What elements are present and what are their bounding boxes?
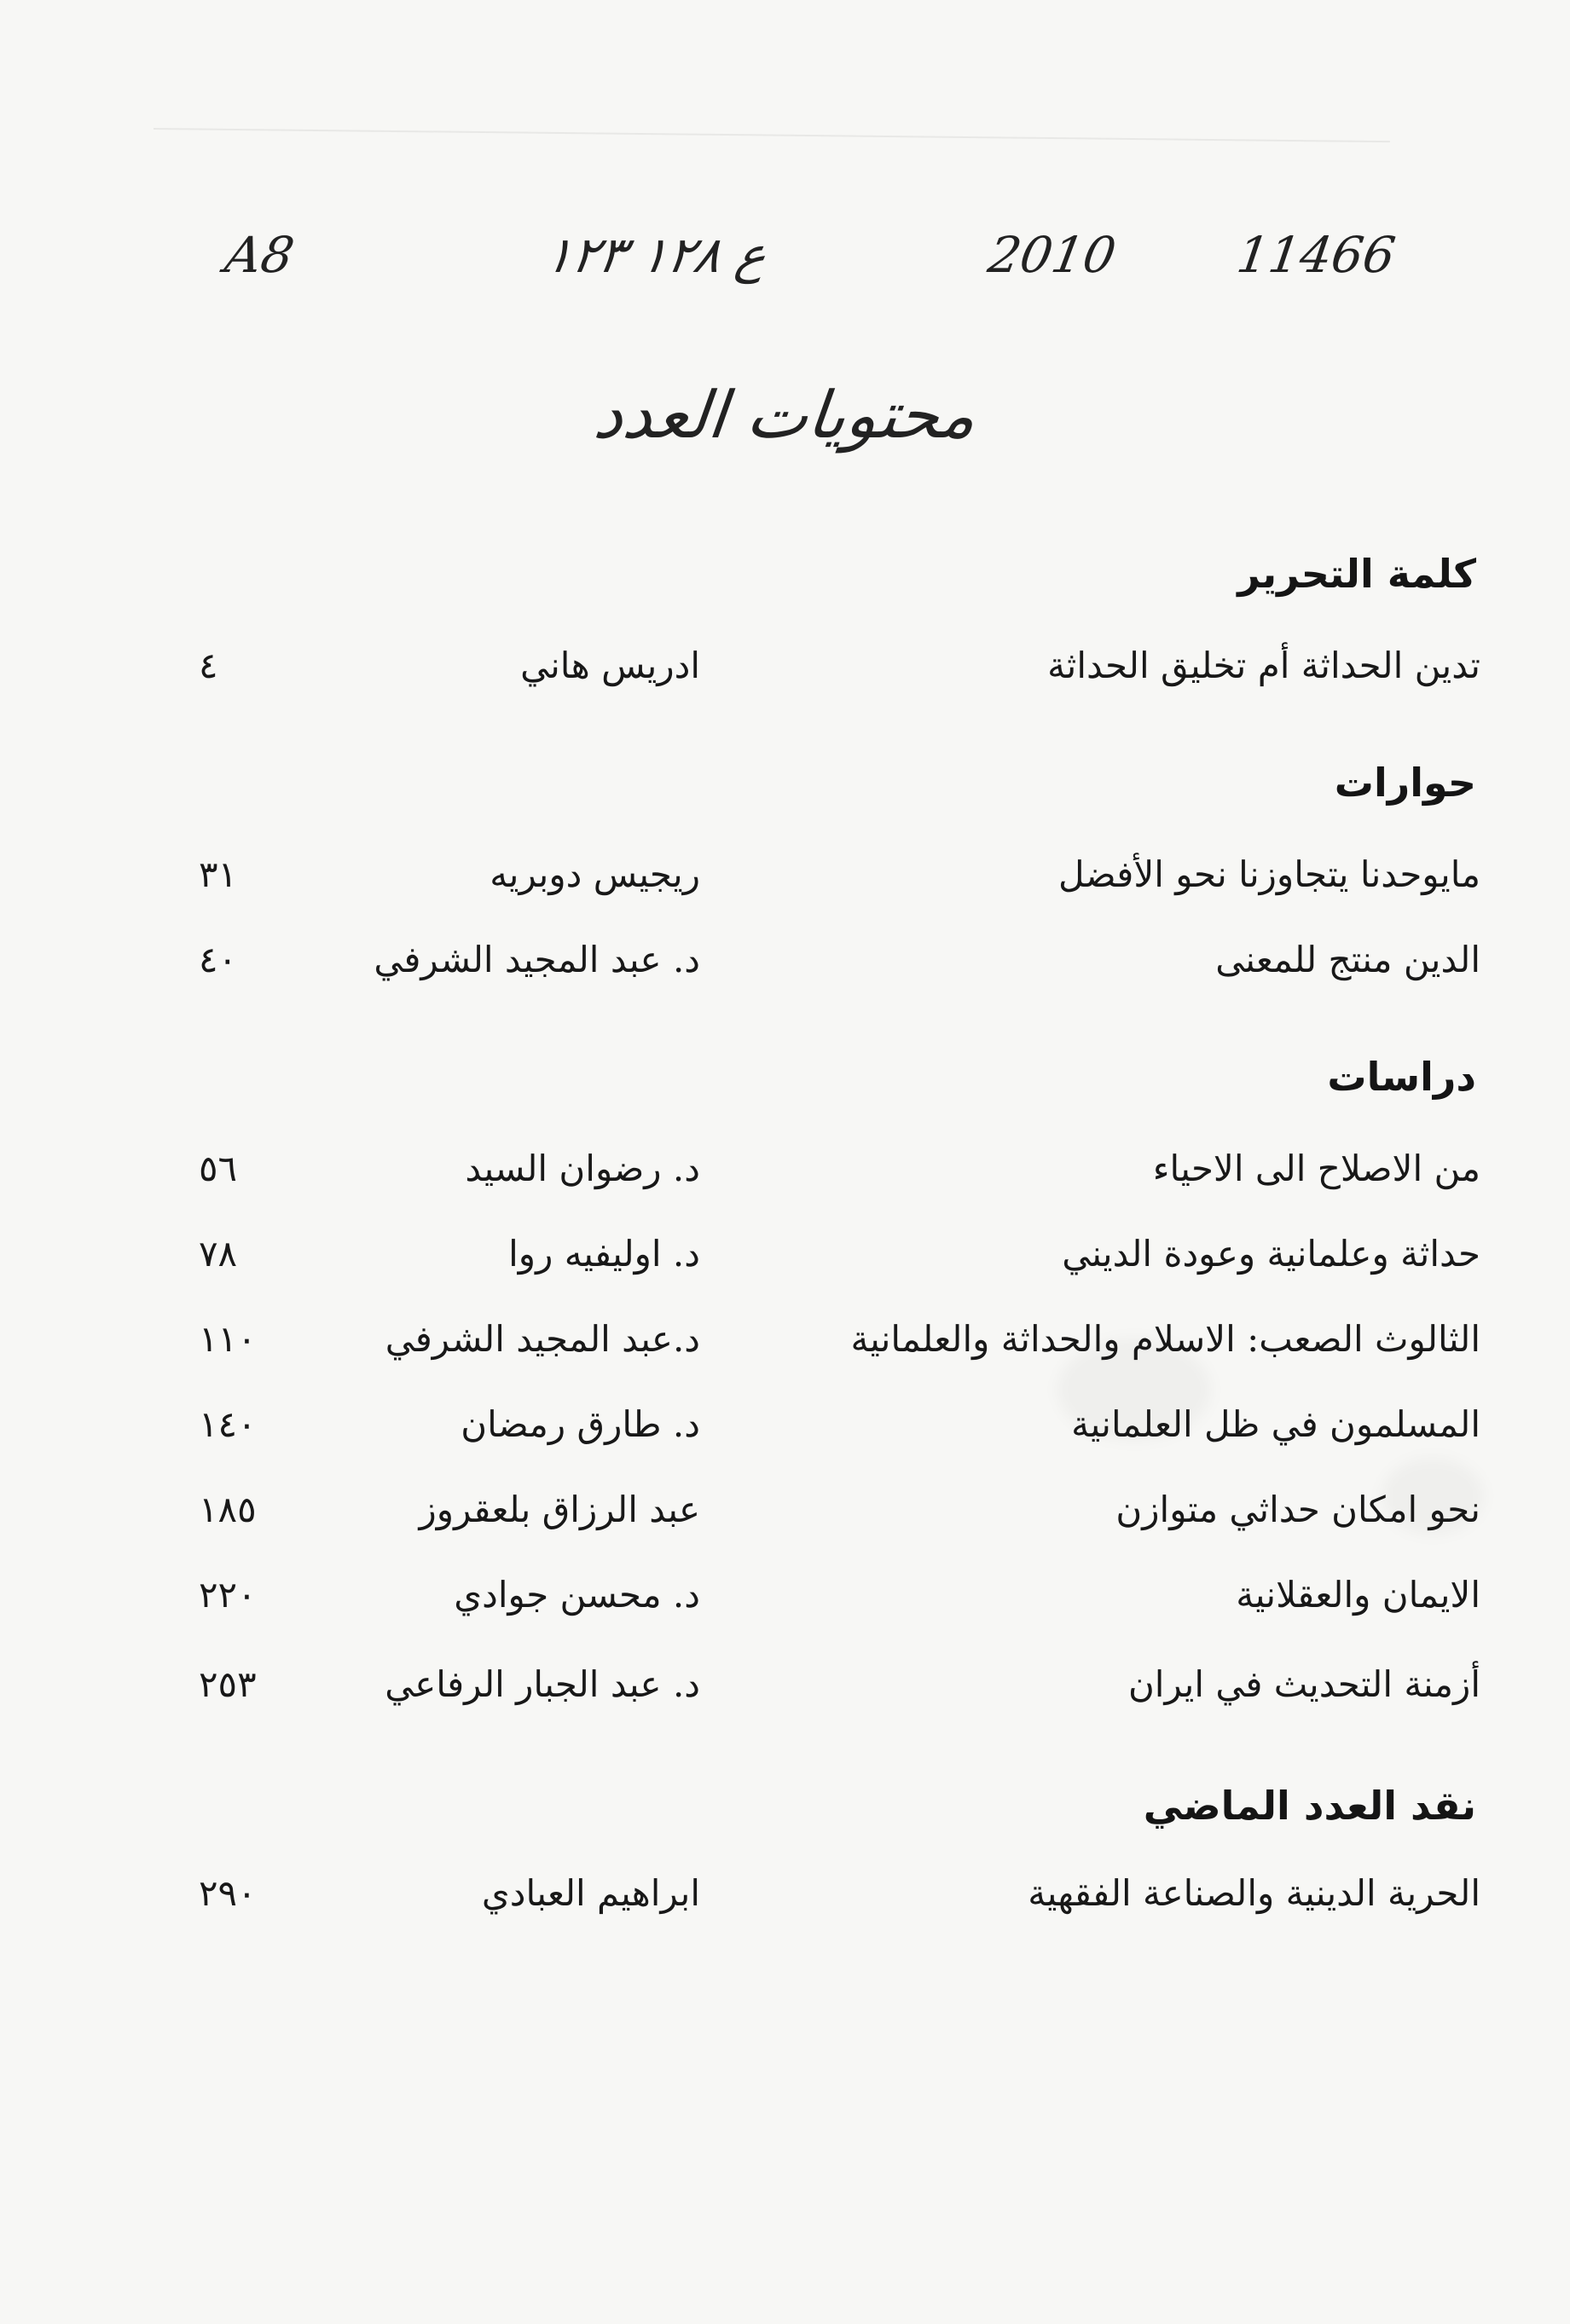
entry-author: د. عبد المجيد الشرفي	[374, 939, 700, 980]
toc-entry	[0, 939, 1570, 1002]
entry-author: د.عبد المجيد الشرفي	[385, 1318, 700, 1360]
entry-page-number: ٤٠	[199, 939, 238, 980]
entry-author: ريجيس دوبريه	[490, 853, 700, 895]
entry-author: د. رضوان السيد	[465, 1148, 700, 1189]
toc-entry	[0, 1872, 1570, 1935]
entry-author: ابراهيم العبادي	[481, 1872, 700, 1914]
toc-entry	[0, 1318, 1570, 1381]
entry-title: الايمان والعقلانية	[1236, 1574, 1480, 1616]
entry-page-number: ١١٠	[199, 1318, 257, 1360]
entry-title: حداثة وعلمانية وعودة الديني	[1062, 1233, 1480, 1275]
entry-title: الدين منتج للمعنى	[1215, 939, 1480, 980]
entry-author: د. محسن جوادي	[454, 1574, 700, 1616]
handwritten-year: 2010	[984, 226, 1121, 284]
entry-page-number: ٥٦	[199, 1148, 238, 1189]
entry-page-number: ٧٨	[199, 1233, 238, 1275]
entry-page-number: ٢٩٠	[199, 1872, 257, 1914]
entry-title: المسلمون في ظل العلمانية	[1071, 1403, 1480, 1445]
entry-title: مايوحدنا يتجاوزنا نحو الأفضل	[1058, 853, 1480, 895]
entry-title: نحو امكان حداثي متوازن	[1115, 1489, 1480, 1530]
entry-title: الثالوث الصعب: الاسلام والحداثة والعلمانية	[850, 1318, 1480, 1360]
toc-entry	[0, 1403, 1570, 1466]
section-heading-editorial: كلمة التحرير	[1237, 551, 1476, 597]
section-heading-previous-issue-review: نقد العدد الماضي	[1143, 1783, 1476, 1829]
entry-author: د. اوليفيه روا	[508, 1233, 700, 1275]
toc-entry	[0, 853, 1570, 916]
entry-title: الحرية الدينية والصناعة الفقهية	[1028, 1872, 1480, 1914]
handwritten-middle-mark: ع ١٢٨ ١٢٣	[541, 226, 772, 284]
handwritten-left-mark: A8	[221, 226, 298, 284]
entry-author: ادريس هاني	[520, 645, 700, 686]
handwritten-right-code: 11466	[1233, 226, 1399, 284]
section-heading-interviews: حوارات	[1334, 760, 1476, 806]
entry-title: تدين الحداثة أم تخليق الحداثة	[1047, 645, 1480, 686]
toc-entry	[0, 645, 1570, 708]
entry-page-number: ٢٥٣	[199, 1663, 257, 1705]
toc-entry	[0, 1233, 1570, 1296]
section-heading-studies: دراسات	[1327, 1054, 1476, 1100]
page-title: محتويات العدد	[590, 377, 980, 453]
entry-page-number: ٣١	[199, 853, 238, 895]
entry-author: د. عبد الجبار الرفاعي	[385, 1663, 700, 1705]
entry-author: عبد الرزاق بلعقروز	[419, 1489, 700, 1530]
entry-page-number: ٢٢٠	[199, 1574, 257, 1616]
toc-entry	[0, 1148, 1570, 1211]
entry-page-number: ١٤٠	[199, 1403, 257, 1445]
entry-author: د. طارق رمضان	[461, 1403, 700, 1445]
toc-entry	[0, 1574, 1570, 1637]
toc-entry	[0, 1489, 1570, 1552]
entry-page-number: ٤	[199, 645, 218, 686]
entry-page-number: ١٨٥	[199, 1489, 257, 1530]
entry-title: أزمنة التحديث في ايران	[1127, 1663, 1480, 1705]
toc-entry	[0, 1663, 1570, 1726]
entry-title: من الاصلاح الى الاحياء	[1152, 1148, 1480, 1189]
